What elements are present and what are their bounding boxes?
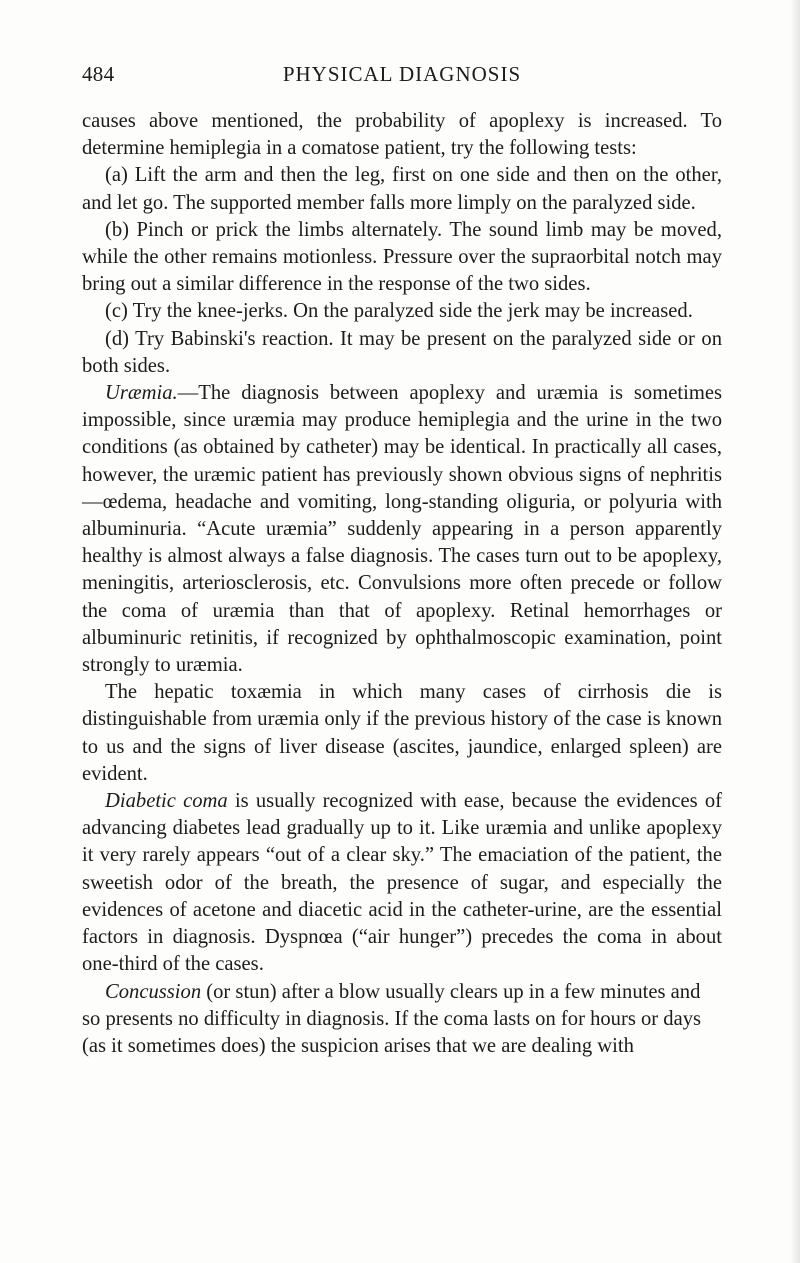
paragraph: (c) Try the knee-jerks. On the paralyzed side the jerk may be increased. xyxy=(105,300,693,323)
page-header xyxy=(82,62,722,92)
running-head: PHYSICAL DIAGNOSIS xyxy=(282,62,522,86)
paragraph xyxy=(82,788,722,978)
paragraph: (a) Lift the arm and then the leg, first on one side and then on the other, and let go. The supported member falls more limply on the paralyzed side. xyxy=(82,164,722,214)
section-heading: Concussion xyxy=(105,980,202,1003)
paragraph: The hepatic toxæmia in which many cases of cirrhosis die is distinguishable from uræmia only if the previous history of the case is known to us and the signs of liver disease (ascites, jaundice, enlarged spleen) are evident. xyxy=(82,681,722,785)
paragraph: causes above mentioned, the probability of apoplexy is increased. To determine hemiplegia in a comatose patient, try the following tests: xyxy=(82,110,722,160)
body-text xyxy=(82,108,722,1060)
section-heading: Diabetic coma xyxy=(105,790,228,813)
paragraph xyxy=(82,380,722,679)
paragraph xyxy=(82,979,722,1061)
paragraph-text: —The diagnosis between apoplexy and uræmia is sometimes impossible, since uræmia may produce hemiplegia and the urine in the two conditions (as obtained by catheter) may be identical. In practically all cases, however, the uræmic patient has previously shown obvious signs of nephritis—œdema, headache and vomiting, long-standing oliguria, or polyuria with albuminuria. “Acute uræmia” suddenly appearing in a person apparently healthy is almost always a false diagnosis. The cases turn out to be apoplexy, meningitis, arteriosclerosis, etc. Convulsions more often precede or follow the coma of uræmia than that of apoplexy. Retinal hemorrhages or albuminuric retinitis, if recognized by ophthalmoscopic examination, point strongly to uræmia. xyxy=(82,382,722,677)
paragraph-text: is usually recognized with ease, because the evidences of advancing diabetes lead gradually up to it. Like uræmia and unlike apoplexy it very rarely appears “out of a clear sky.” The emaciation of the patient, the sweetish odor of the breath, the presence of sugar, and especially the evidences of acetone and diacetic acid in the catheter-urine, are the essential factors in diagnosis. Dyspnœa (“air hunger”) precedes the coma in about one-third of the cases. xyxy=(82,790,722,976)
paragraph-text: (or stun) after a blow usually clears up in a few minutes and so presents no difficulty in diagnosis. If the coma lasts on for hours or days (as it sometimes does) the suspicion arises that we are dealing with xyxy=(82,980,702,1057)
section-heading: Uræmia. xyxy=(105,382,178,405)
page-edge-shadow xyxy=(790,0,800,1263)
page-number: 484 xyxy=(82,62,115,86)
paragraph: (b) Pinch or prick the limbs alternately. The sound limb may be moved, while the other remains motionless. Pressure over the supraorbital notch may bring out a similar difference in the response of the two sides. xyxy=(82,218,722,296)
paragraph: (d) Try Babinski's reaction. It may be present on the paralyzed side or on both sides. xyxy=(82,327,722,377)
